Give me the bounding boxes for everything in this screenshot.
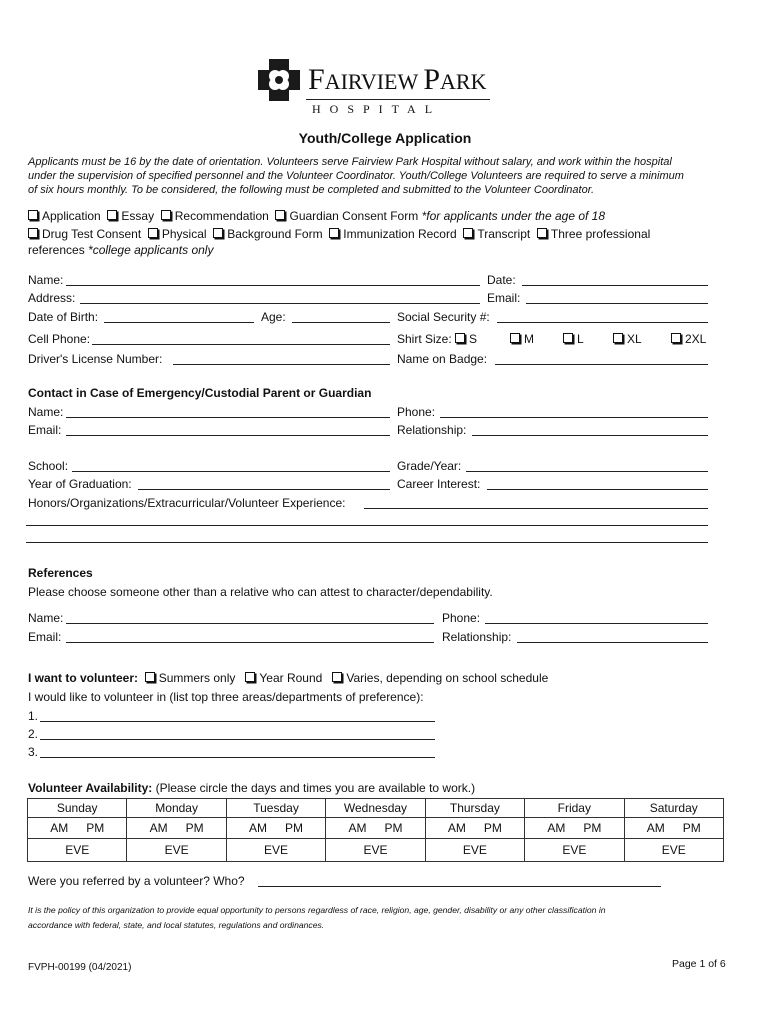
shirt-m: M bbox=[510, 332, 534, 346]
day-header: Saturday bbox=[624, 799, 723, 818]
career-label: Career Interest: bbox=[397, 477, 481, 491]
honors-field-3[interactable] bbox=[26, 542, 708, 543]
emergency-phone-field[interactable] bbox=[440, 417, 708, 418]
age-label: Age: bbox=[261, 310, 286, 324]
policy-line-2: accordance with federal, state, and local statutes, regulations and ordinances. bbox=[28, 920, 325, 930]
license-label: Driver's License Number: bbox=[28, 352, 163, 366]
honors-field-2[interactable] bbox=[26, 525, 708, 526]
shirt-size: Shirt Size: S bbox=[397, 332, 478, 346]
am-pm-cell[interactable]: AM PM bbox=[226, 818, 325, 839]
checklist-row-3: references *college applicants only bbox=[28, 243, 214, 257]
shirt-l-checkbox[interactable] bbox=[563, 333, 573, 343]
shirt-xl: XL bbox=[613, 332, 642, 346]
emergency-email-label: Email: bbox=[28, 423, 62, 437]
name-label: Name: bbox=[28, 273, 64, 287]
page-title: Youth/College Application bbox=[298, 130, 472, 146]
name-field[interactable] bbox=[66, 285, 480, 286]
reference-phone-label: Phone: bbox=[442, 611, 481, 625]
eve-cell[interactable]: EVE bbox=[226, 839, 325, 862]
shirt-2xl-checkbox[interactable] bbox=[671, 333, 681, 343]
form-code: FVPH-00199 (04/2021) bbox=[28, 962, 132, 973]
recommendation-checkbox[interactable] bbox=[161, 210, 171, 220]
intro-line-3: of six hours monthly. To be considered, the following must be completed and submitted to the Volunteer Coordinator. bbox=[28, 184, 595, 196]
dob-field[interactable] bbox=[104, 322, 254, 323]
page-number: Page 1 of 6 bbox=[672, 958, 726, 970]
essay-checkbox[interactable] bbox=[107, 210, 117, 220]
intro-line-1: Applicants must be 16 by the date of orientation. Volunteers serve Fairview Park Hospital without salary, and work within the hospital bbox=[28, 156, 672, 168]
shirt-s-checkbox[interactable] bbox=[455, 333, 465, 343]
year-round-checkbox[interactable] bbox=[245, 672, 255, 682]
area-3-field[interactable] bbox=[40, 757, 435, 758]
reference-name-field[interactable] bbox=[66, 623, 434, 624]
cell-label: Cell Phone: bbox=[28, 332, 91, 346]
emergency-name-field[interactable] bbox=[66, 417, 390, 418]
ssn-field[interactable] bbox=[497, 322, 708, 323]
three-prof-checkbox[interactable] bbox=[537, 228, 547, 238]
varies-checkbox[interactable] bbox=[332, 672, 342, 682]
day-header: Friday bbox=[525, 799, 624, 818]
reference-name-label: Name: bbox=[28, 611, 64, 625]
day-header: Tuesday bbox=[226, 799, 325, 818]
grade-field[interactable] bbox=[466, 471, 708, 472]
immunization-checkbox[interactable] bbox=[329, 228, 339, 238]
eve-cell[interactable]: EVE bbox=[28, 839, 127, 862]
summers-only-checkbox[interactable] bbox=[145, 672, 155, 682]
shirt-2xl: 2XL bbox=[671, 332, 706, 346]
graduation-label: Year of Graduation: bbox=[28, 477, 132, 491]
transcript-checkbox[interactable] bbox=[463, 228, 473, 238]
logo-subtitle: HOSPITAL bbox=[312, 102, 442, 116]
area-2-label: 2. bbox=[28, 727, 39, 741]
volunteer-options: I want to volunteer: Summers only Year Round Varies, depending on school schedule bbox=[28, 671, 549, 685]
eve-cell[interactable]: EVE bbox=[624, 839, 723, 862]
cross-leaf-logo-icon bbox=[256, 57, 302, 103]
am-pm-cell[interactable]: AM PM bbox=[127, 818, 226, 839]
am-pm-cell[interactable]: AM PM bbox=[624, 818, 723, 839]
emergency-relationship-label: Relationship: bbox=[397, 423, 467, 437]
am-pm-cell[interactable]: AM PM bbox=[425, 818, 524, 839]
day-header: Monday bbox=[127, 799, 226, 818]
school-field[interactable] bbox=[72, 471, 390, 472]
date-label: Date: bbox=[487, 273, 516, 287]
area-1-field[interactable] bbox=[40, 721, 435, 722]
day-header: Thursday bbox=[425, 799, 524, 818]
honors-label: Honors/Organizations/Extracurricular/Volunteer Experience: bbox=[28, 496, 346, 510]
grade-label: Grade/Year: bbox=[397, 459, 462, 473]
background-checkbox[interactable] bbox=[213, 228, 223, 238]
am-pm-cell[interactable]: AM PM bbox=[326, 818, 425, 839]
shirt-xl-checkbox[interactable] bbox=[613, 333, 623, 343]
intro-line-2: under the supervision of specified personnel and the Volunteer Coordinator. Youth/College Volunteers are required to serve a minimum bbox=[28, 170, 684, 182]
emergency-relationship-field[interactable] bbox=[472, 435, 708, 436]
license-field[interactable] bbox=[173, 364, 390, 365]
badge-field[interactable] bbox=[495, 364, 708, 365]
area-1-label: 1. bbox=[28, 709, 39, 723]
reference-relationship-field[interactable] bbox=[517, 642, 708, 643]
drug-test-checkbox[interactable] bbox=[28, 228, 38, 238]
checklist-row-1: Application Essay Recommendation Guardian Consent Form *for applicants under the age of 18 bbox=[28, 209, 605, 223]
reference-relationship-label: Relationship: bbox=[442, 630, 512, 644]
emergency-name-label: Name: bbox=[28, 405, 64, 419]
ssn-label: Social Security #: bbox=[397, 310, 490, 324]
availability-heading: Volunteer Availability: (Please circle the days and times you are available to work.) bbox=[28, 781, 476, 795]
dob-label: Date of Birth: bbox=[28, 310, 99, 324]
honors-field[interactable] bbox=[364, 508, 708, 509]
email-field[interactable] bbox=[526, 303, 708, 304]
application-checkbox[interactable] bbox=[28, 210, 38, 220]
eve-cell[interactable]: EVE bbox=[326, 839, 425, 862]
am-pm-cell[interactable]: AM PM bbox=[28, 818, 127, 839]
referred-label: Were you referred by a volunteer? Who? bbox=[28, 874, 245, 888]
address-label: Address: bbox=[28, 291, 76, 305]
emergency-email-field[interactable] bbox=[66, 435, 390, 436]
shirt-m-checkbox[interactable] bbox=[510, 333, 520, 343]
eve-cell[interactable]: EVE bbox=[127, 839, 226, 862]
references-note: Please choose someone other than a relative who can attest to character/dependability. bbox=[28, 585, 493, 599]
day-header: Sunday bbox=[28, 799, 127, 818]
physical-checkbox[interactable] bbox=[148, 228, 158, 238]
career-field[interactable] bbox=[487, 489, 708, 490]
reference-phone-field[interactable] bbox=[485, 623, 708, 624]
graduation-field[interactable] bbox=[138, 489, 390, 490]
availability-table bbox=[27, 798, 724, 862]
logo bbox=[256, 57, 496, 117]
reference-email-field[interactable] bbox=[66, 642, 434, 643]
area-2-field[interactable] bbox=[40, 739, 435, 740]
school-label: School: bbox=[28, 459, 69, 473]
shirt-l: L bbox=[563, 332, 584, 346]
checklist-row-2: Drug Test Consent Physical Background Form Immunization Record Transcript Three professional bbox=[28, 227, 650, 241]
references-heading: References bbox=[28, 566, 93, 580]
reference-email-label: Email: bbox=[28, 630, 62, 644]
badge-label: Name on Badge: bbox=[397, 352, 488, 366]
eve-cell[interactable]: EVE bbox=[525, 839, 624, 862]
am-pm-cell[interactable]: AM PM bbox=[525, 818, 624, 839]
eve-cell[interactable]: EVE bbox=[425, 839, 524, 862]
age-field[interactable] bbox=[292, 322, 390, 323]
emergency-phone-label: Phone: bbox=[397, 405, 436, 419]
address-field[interactable] bbox=[80, 303, 480, 304]
referred-field[interactable] bbox=[258, 886, 661, 887]
date-field[interactable] bbox=[522, 285, 708, 286]
guardian-checkbox[interactable] bbox=[275, 210, 285, 220]
emergency-heading: Contact in Case of Emergency/Custodial Parent or Guardian bbox=[28, 386, 372, 400]
day-header: Wednesday bbox=[326, 799, 425, 818]
email-label: Email: bbox=[487, 291, 521, 305]
areas-label: I would like to volunteer in (list top three areas/departments of preference): bbox=[28, 690, 424, 704]
policy-line-1: It is the policy of this organization to provide equal opportunity to persons regardless of race, religion, age, gender, disability or any other classification in bbox=[28, 905, 606, 915]
cell-field[interactable] bbox=[92, 344, 390, 345]
area-3-label: 3. bbox=[28, 745, 39, 759]
logo-name: FAIRVIEW PARK bbox=[308, 63, 487, 96]
